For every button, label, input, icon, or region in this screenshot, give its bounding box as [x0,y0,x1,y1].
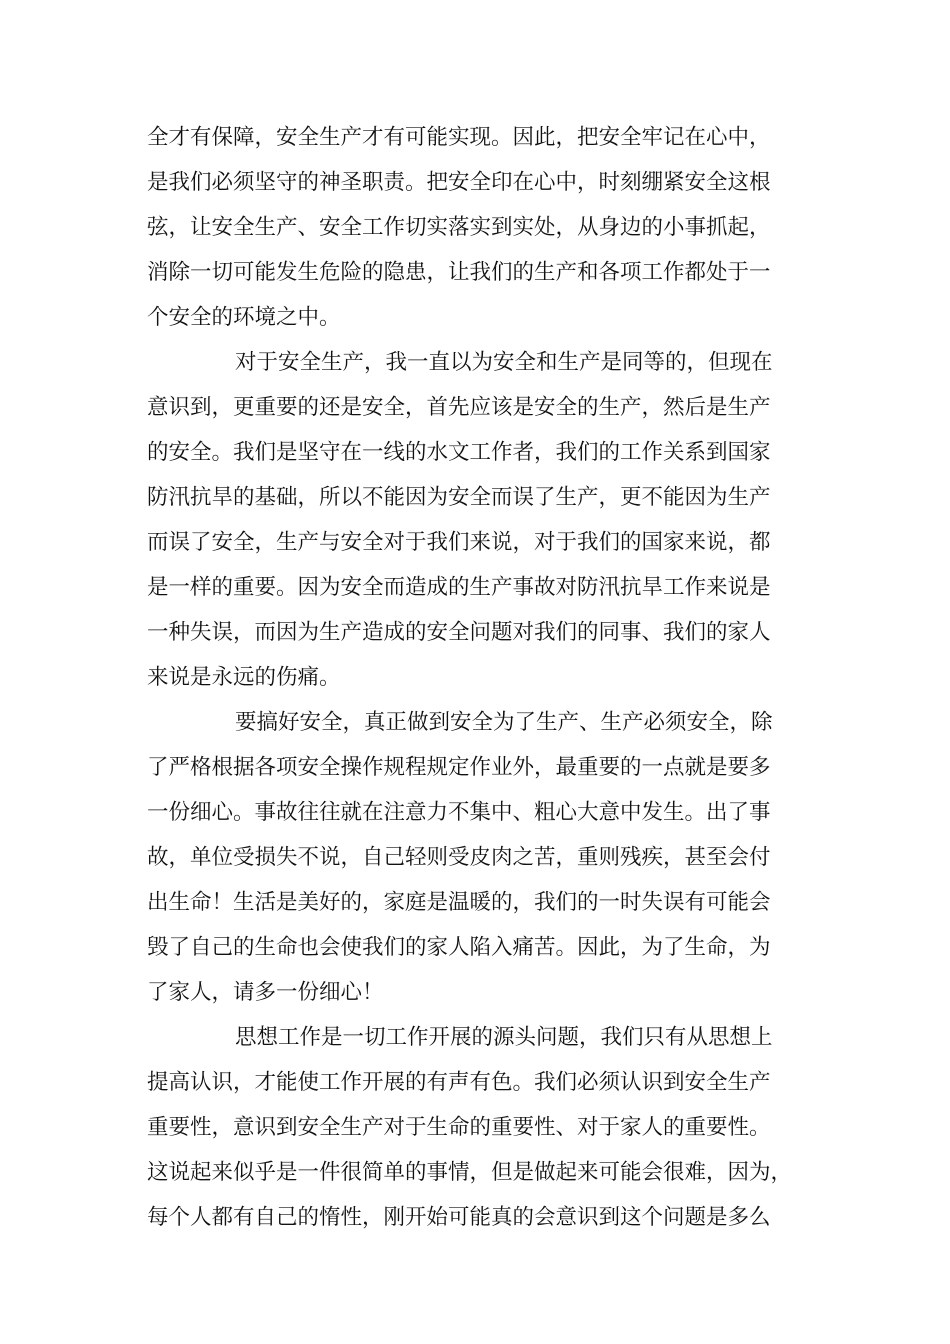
paragraph [147,115,817,340]
text-line: 是一样的重要。因为安全而造成的生产事故对防汛抗旱工作来说是 [147,575,771,600]
document-body [147,115,817,1240]
text-line: 的安全。我们是坚守在一线的水文工作者，我们的工作关系到国家 [147,440,771,465]
text-line: 出生命！生活是美好的，家庭是温暖的，我们的一时失误有可能会 [147,890,771,915]
paragraph [147,340,817,700]
text-line: 重要性，意识到安全生产对于生命的重要性、对于家人的重要性。 [147,1115,771,1140]
text-line: 意识到，更重要的还是安全，首先应该是安全的生产，然后是生产 [147,395,771,420]
text-line: 这说起来似乎是一件很简单的事情，但是做起来可能会很难，因为， [147,1160,793,1185]
text-line: 要搞好安全，真正做到安全为了生产、生产必须安全，除 [235,710,773,735]
text-line: 毁了自己的生命也会使我们的家人陷入痛苦。因此，为了生命，为 [147,935,771,960]
text-line: 提高认识，才能使工作开展的有声有色。我们必须认识到安全生产 [147,1070,771,1095]
text-line: 了家人，请多一份细心！ [147,980,384,1005]
text-line: 弦，让安全生产、安全工作切实落实到实处，从身边的小事抓起， [147,215,771,240]
text-line: 一份细心。事故往往就在注意力不集中、粗心大意中发生。出了事 [147,800,771,825]
text-line: 每个人都有自己的惰性，刚开始可能真的会意识到这个问题是多么 [147,1205,771,1230]
text-line: 对于安全生产，我一直以为安全和生产是同等的，但现在 [235,350,773,375]
text-line: 一种失误，而因为生产造成的安全问题对我们的同事、我们的家人 [147,620,771,645]
paragraph [147,700,817,1015]
text-line: 故，单位受损失不说，自己轻则受皮肉之苦，重则残疾，甚至会付 [147,845,771,870]
text-line: 全才有保障，安全生产才有可能实现。因此，把安全牢记在心中， [147,125,771,150]
paragraph [147,1015,817,1240]
text-line: 消除一切可能发生危险的隐患，让我们的生产和各项工作都处于一 [147,260,771,285]
text-line: 防汛抗旱的基础，所以不能因为安全而误了生产，更不能因为生产 [147,485,771,510]
text-line: 而误了安全，生产与安全对于我们来说，对于我们的国家来说，都 [147,530,771,555]
text-line: 了严格根据各项安全操作规程规定作业外，最重要的一点就是要多 [147,755,771,780]
text-line: 个安全的环境之中。 [147,305,341,330]
text-line: 是我们必须坚守的神圣职责。把安全印在心中，时刻绷紧安全这根 [147,170,771,195]
text-line: 来说是永远的伤痛。 [147,665,341,690]
text-line: 思想工作是一切工作开展的源头问题，我们只有从思想上 [235,1025,773,1050]
